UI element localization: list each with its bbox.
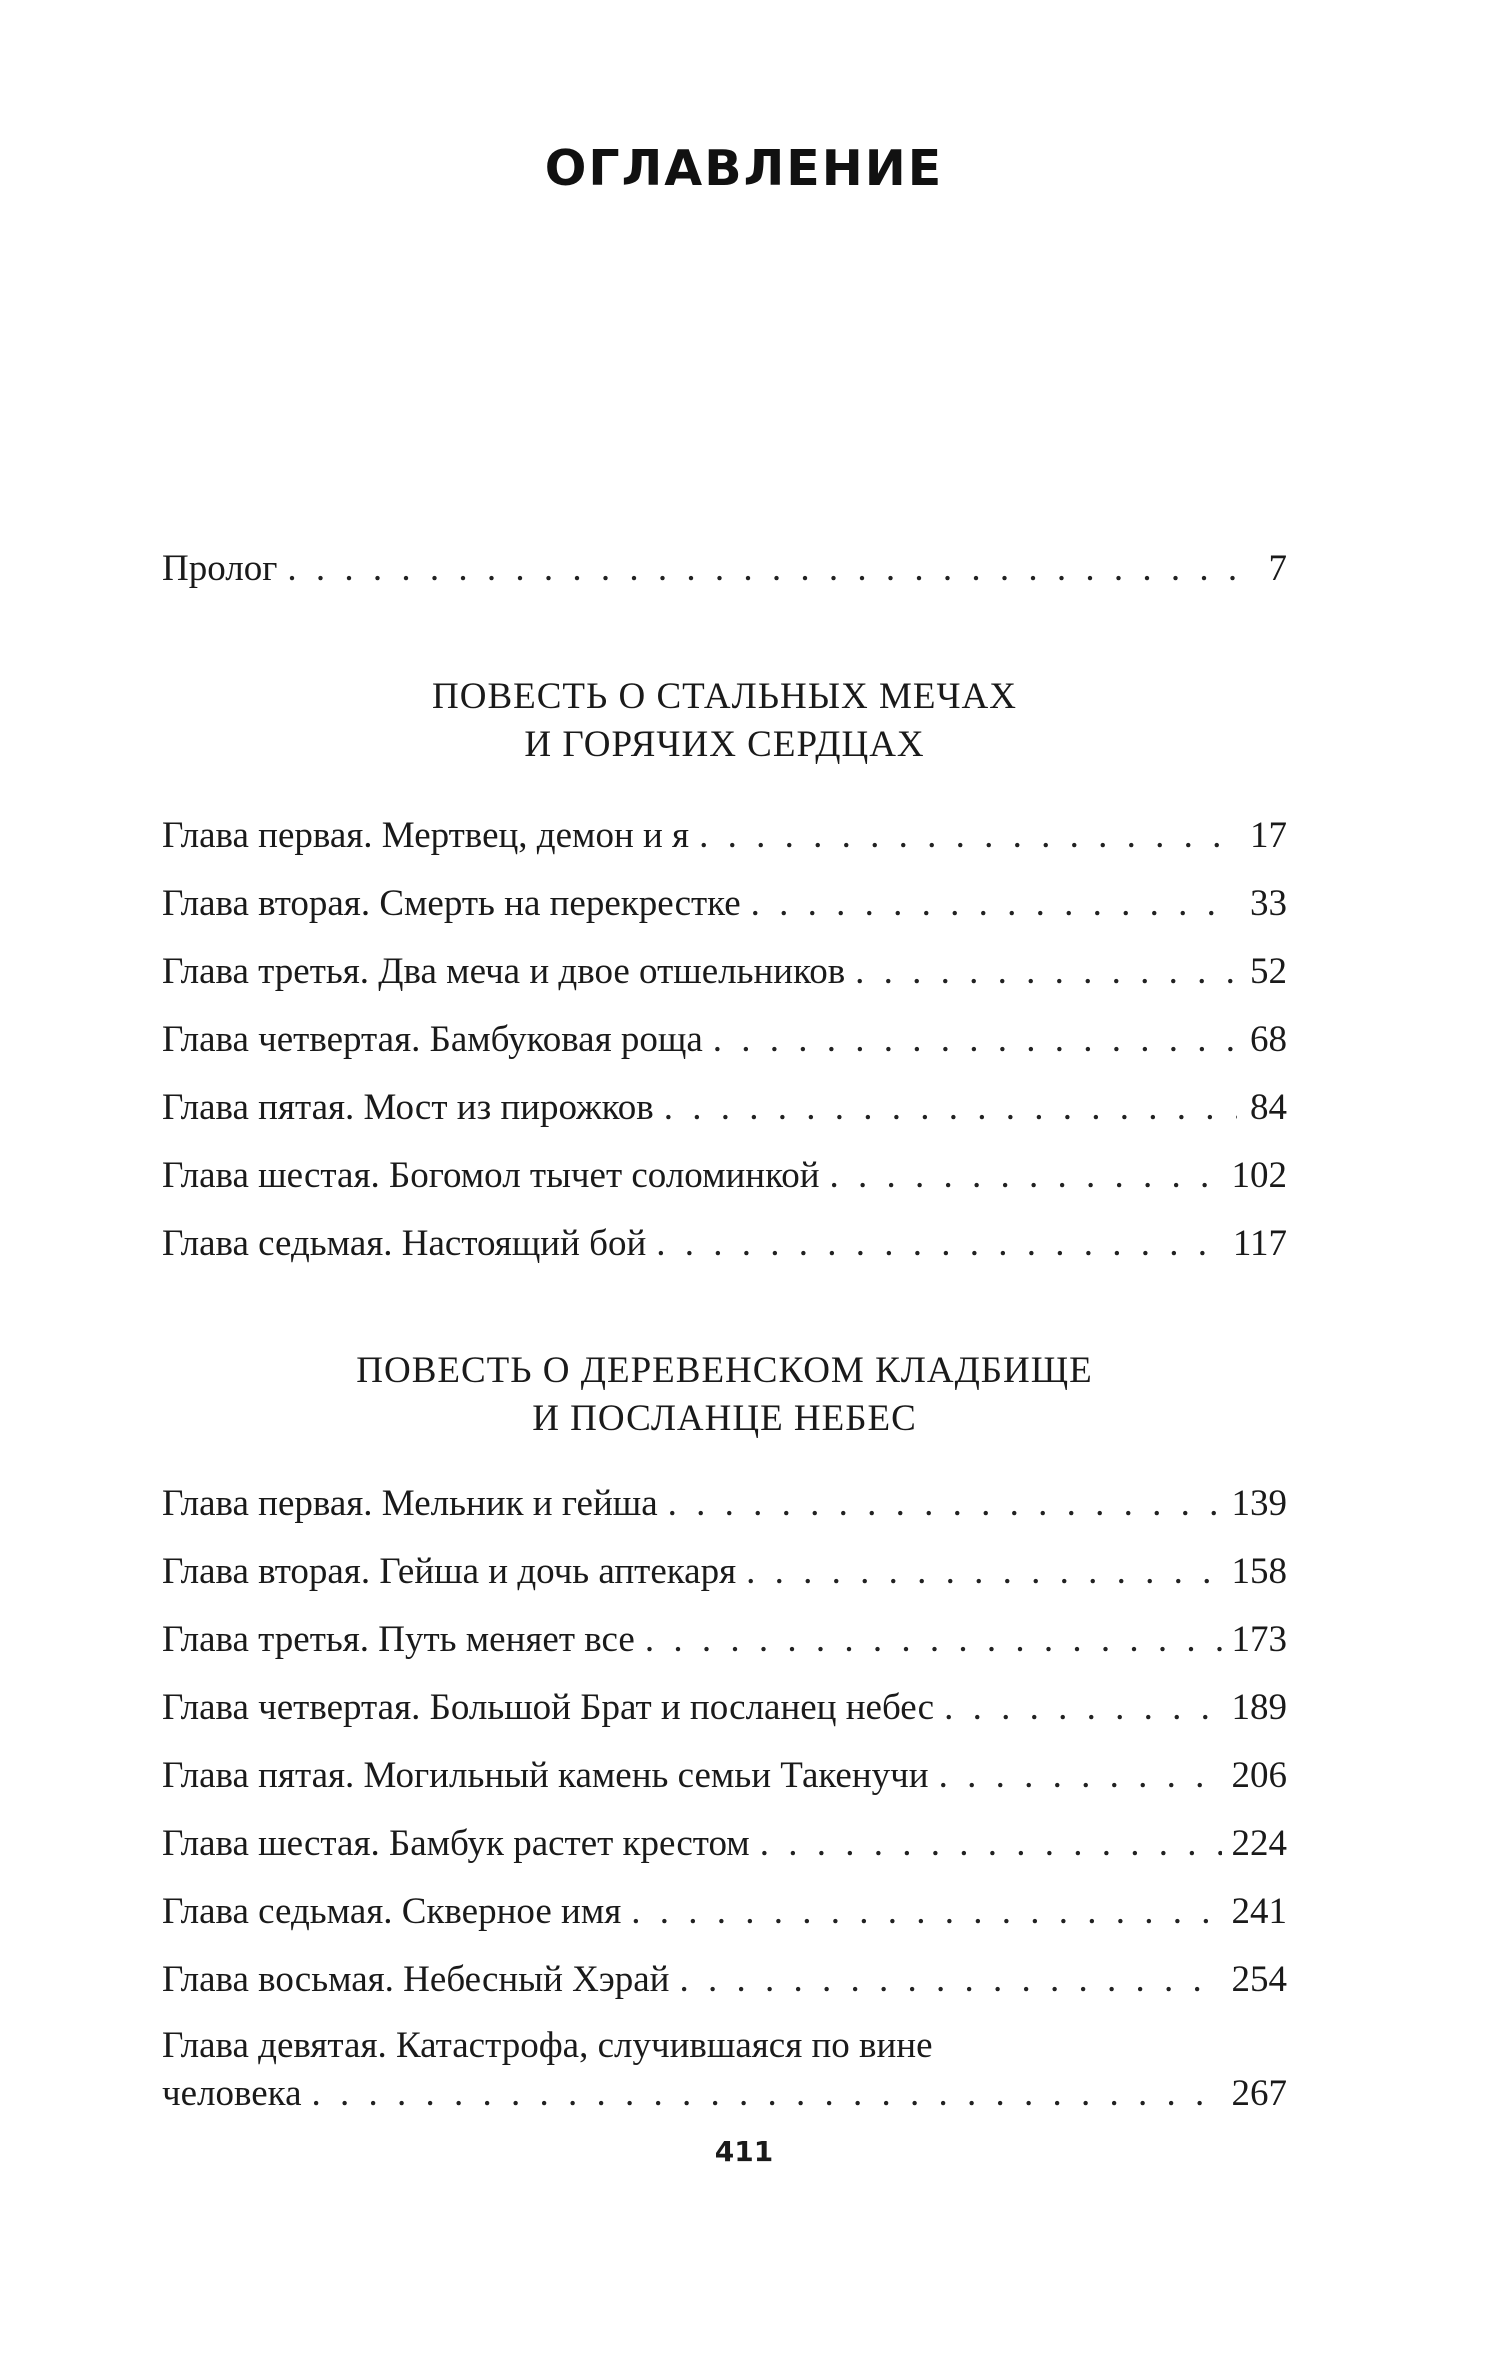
toc-entry-page: 173 xyxy=(1231,1619,1287,1660)
toc-entry-label: Глава восьмая. Небесный Хэрай xyxy=(162,1959,670,2000)
toc-entry xyxy=(162,1480,1287,1528)
dot-leader xyxy=(679,1956,1221,2004)
dot-leader xyxy=(939,1752,1222,1800)
toc-entry xyxy=(162,1548,1287,1596)
toc-entry xyxy=(162,1684,1287,1732)
toc-entry-page: 241 xyxy=(1231,1891,1287,1932)
part-heading-2 xyxy=(162,1347,1287,1443)
toc-entry xyxy=(162,1220,1287,1268)
dot-leader xyxy=(631,1888,1221,1936)
dot-leader xyxy=(668,1480,1222,1528)
dot-leader xyxy=(699,812,1237,860)
toc-entry-label: человека xyxy=(162,2073,302,2114)
toc-entry-label: Глава седьмая. Скверное имя xyxy=(162,1891,622,1932)
toc-entry-label: Глава вторая. Гейша и дочь аптекаря xyxy=(162,1551,737,1592)
toc-entry-page: 102 xyxy=(1231,1155,1287,1196)
toc-entry-page: 206 xyxy=(1231,1755,1287,1796)
part-heading-line: И ГОРЯЧИХ СЕРДЦАХ xyxy=(524,724,925,765)
toc-entry xyxy=(162,948,1287,996)
toc-entry-label: Глава третья. Два меча и двое отшельников xyxy=(162,951,846,992)
toc-entry-page: 267 xyxy=(1231,2073,1287,2114)
toc-entry-page: 68 xyxy=(1250,1019,1287,1060)
toc-entry xyxy=(162,1084,1287,1132)
toc-entry-page: 139 xyxy=(1231,1483,1287,1524)
toc-entry xyxy=(162,1956,1287,2004)
toc-entry xyxy=(162,1820,1287,1868)
part-heading-line: ПОВЕСТЬ О СТАЛЬНЫХ МЕЧАХ xyxy=(432,676,1017,717)
toc-entry-label: Глава первая. Мертвец, демон и я xyxy=(162,815,690,856)
toc-entry-label: Глава четвертая. Большой Брат и посланец небес xyxy=(162,1687,935,1728)
part-heading-1 xyxy=(162,673,1287,769)
toc-entry-continuation xyxy=(162,2070,1287,2118)
dot-leader xyxy=(760,1820,1222,1868)
toc-entry-label: Глава девятая. Катастрофа, случившаяся по вине xyxy=(162,2025,933,2066)
dot-leader xyxy=(713,1016,1237,1064)
toc-entry-label: Глава седьмая. Настоящий бой xyxy=(162,1223,647,1264)
dot-leader xyxy=(656,1220,1223,1268)
toc-entry xyxy=(162,1888,1287,1936)
dot-leader xyxy=(287,545,1237,593)
toc-entry-label: Глава шестая. Богомол тычет соломинкой xyxy=(162,1155,820,1196)
toc-entry xyxy=(162,1616,1287,1664)
toc-entry-label: Глава вторая. Смерть на перекрестке xyxy=(162,883,741,924)
toc-entry-multiline xyxy=(162,2022,1287,2118)
page-title: ОГЛАВЛЕНИЕ xyxy=(544,140,944,197)
dot-leader xyxy=(312,2070,1222,2118)
dot-leader xyxy=(944,1684,1221,1732)
toc-entry-page: 84 xyxy=(1250,1087,1287,1128)
toc-entry-label: Глава шестая. Бамбук растет крестом xyxy=(162,1823,750,1864)
dot-leader xyxy=(751,880,1237,928)
toc-entry-page: 52 xyxy=(1250,951,1287,992)
toc-entry-page: 189 xyxy=(1231,1687,1287,1728)
dot-leader xyxy=(855,948,1237,996)
toc-entry-label: Глава пятая. Могильный камень семьи Такенучи xyxy=(162,1755,929,1796)
toc-entry-label: Глава пятая. Мост из пирожков xyxy=(162,1087,654,1128)
part-heading-line: ПОВЕСТЬ О ДЕРЕВЕНСКОМ КЛАДБИЩЕ xyxy=(356,1350,1093,1391)
toc-entry xyxy=(162,812,1287,860)
toc-entry-label: Пролог xyxy=(162,548,278,589)
toc-entry-label: Глава третья. Путь меняет все xyxy=(162,1619,635,1660)
toc-entry-label: Глава четвертая. Бамбуковая роща xyxy=(162,1019,703,1060)
toc-entry xyxy=(162,1752,1287,1800)
toc-entry-prologue xyxy=(162,545,1287,593)
toc-entry xyxy=(162,1016,1287,1064)
toc-entry-page: 224 xyxy=(1231,1823,1287,1864)
toc-entry-page: 254 xyxy=(1231,1959,1287,2000)
dot-leader xyxy=(746,1548,1221,1596)
toc-entry-page: 7 xyxy=(1268,548,1287,589)
dot-leader xyxy=(645,1616,1222,1664)
toc-entry-page: 33 xyxy=(1250,883,1287,924)
toc-entry xyxy=(162,1152,1287,1200)
toc-entry-page: 158 xyxy=(1231,1551,1287,1592)
toc-entry-page: 17 xyxy=(1250,815,1287,856)
toc-entry xyxy=(162,880,1287,928)
dot-leader xyxy=(830,1152,1222,1200)
page-number: 411 xyxy=(714,2135,774,2168)
dot-leader xyxy=(664,1084,1237,1132)
toc-entry-label: Глава первая. Мельник и гейша xyxy=(162,1483,658,1524)
part-heading-line: И ПОСЛАНЦЕ НЕБЕС xyxy=(532,1398,917,1439)
toc-entry-page: 117 xyxy=(1232,1223,1287,1264)
